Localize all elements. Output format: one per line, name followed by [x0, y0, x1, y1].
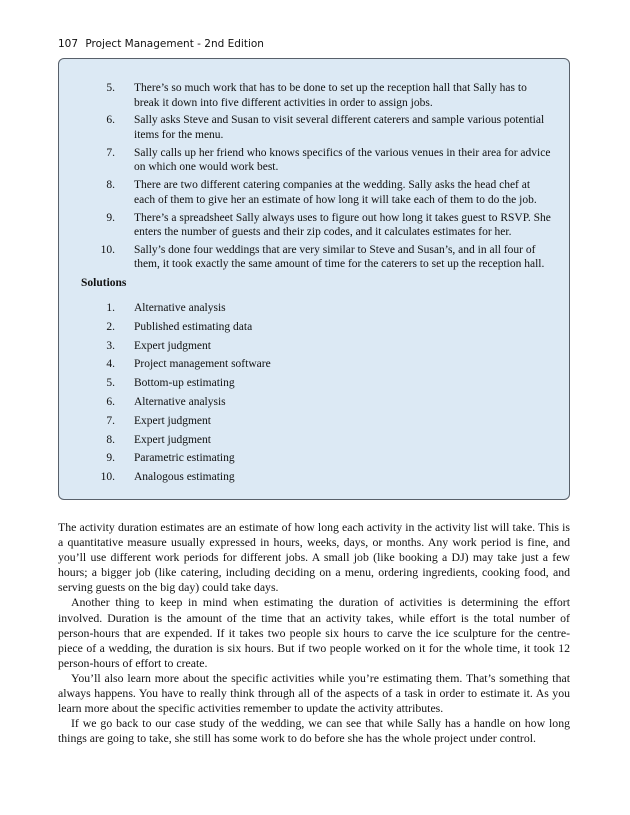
solution-item — [59, 451, 569, 470]
solution-number: 10. — [100, 471, 115, 484]
body-text — [58, 520, 570, 746]
question-item — [59, 178, 569, 207]
solution-text: Analogous estimating — [134, 471, 235, 484]
question-text: There’s a spreadsheet Sally always uses to figure out how long it takes guest to RSVP. She enters the number of guests and their zip codes, and it calculates estimates for her. — [134, 211, 551, 239]
solution-text: Alternative analysis — [134, 302, 226, 314]
solution-item — [59, 320, 569, 339]
question-item — [59, 211, 569, 240]
solution-item — [59, 301, 569, 320]
question-item — [59, 81, 569, 110]
exercise-box — [58, 58, 570, 500]
solution-item — [59, 339, 569, 358]
question-item — [59, 243, 569, 272]
solution-item — [59, 357, 569, 376]
body-paragraph: If we go back to our case study of the wedding, we can see that while Sally has a handle on how long things are going to take, she still has some work to do before she has the whole project under control. — [58, 716, 570, 746]
solution-text: Bottom-up estimating — [134, 377, 235, 390]
solution-number: 3. — [106, 339, 115, 352]
question-number: 6. — [106, 114, 115, 127]
question-number: 9. — [106, 211, 115, 224]
solution-text: Project management software — [134, 358, 271, 371]
running-header — [58, 38, 264, 50]
solution-number: 8. — [106, 433, 115, 446]
question-number: 7. — [106, 146, 115, 159]
solution-text: Parametric estimating — [134, 452, 235, 465]
question-text: Sally’s done four weddings that are very similar to Steve and Susan’s, and in all four of them, it took exactly the same amount of time for the caterers to set up the reception hall. — [134, 243, 545, 271]
solution-item — [59, 433, 569, 452]
question-item — [59, 146, 569, 175]
solution-text: Expert judgment — [134, 414, 211, 427]
solution-item — [59, 470, 569, 489]
solution-text: Alternative analysis — [134, 395, 226, 408]
solution-item — [59, 414, 569, 433]
solution-number: 4. — [106, 358, 115, 371]
solution-number: 1. — [106, 302, 115, 314]
body-paragraph: You’ll also learn more about the specific activities while you’re estimating them. That’s something that always happens. You have to really think through all of the aspects of a task in order to estimate it. As you learn more about the specific activities remember to update the activity attributes. — [58, 670, 570, 716]
body-paragraph: Another thing to keep in mind when estimating the duration of activities is determining the effort involved. Duration is the amount of the time that an activity takes, while effort is the total number of person-hours that are expended. If it takes two people six hours to carve the ice sculpture for the centre-piece of a wedding, the duration is six hours. But if two people worked on it for the whole time, it took 12 person-hours of effort to create. — [58, 595, 570, 670]
question-item — [59, 113, 569, 142]
question-number: 10. — [100, 243, 115, 256]
question-text: Sally calls up her friend who knows specifics of the various venues in their area for advice on which one would work best. — [134, 146, 551, 174]
question-number: 5. — [106, 82, 115, 94]
solution-number: 2. — [106, 320, 115, 333]
solution-text: Published estimating data — [134, 320, 253, 333]
question-text: There’s so much work that has to be done to set up the reception hall that Sally has to break it down into five different activities in order to assign jobs. — [134, 82, 527, 109]
solution-text: Expert judgment — [134, 339, 211, 352]
solution-item — [59, 376, 569, 395]
question-text: There are two different catering companies at the wedding. Sally asks the head chef at each of them to give her an estimate of how long it will take each of them to do the job. — [134, 179, 537, 206]
solution-item — [59, 395, 569, 414]
page-number: 107 — [58, 38, 79, 50]
solution-number: 6. — [106, 395, 115, 408]
solution-text: Expert judgment — [134, 433, 211, 446]
question-list — [59, 81, 569, 275]
solution-number: 9. — [106, 452, 115, 465]
question-number: 8. — [106, 179, 115, 192]
solutions-list — [59, 301, 569, 489]
question-text: Sally asks Steve and Susan to visit several different caterers and sample various potential items for the menu. — [134, 114, 545, 141]
book-title: Project Management - 2nd Edition — [85, 38, 264, 50]
solution-number: 7. — [106, 414, 115, 427]
body-paragraph: The activity duration estimates are an estimate of how long each activity in the activity list will take. This is a quantitative measure usually expressed in hours, weeks, days, or months. Any work period is fine, and you’ll use different work periods for different jobs. A small job (like booking a DJ) may take just a few hours; a bigger job (like catering, including deciding on a menu, ordering ingredients, cooking food, and serving guests on the big day) could take days. — [58, 520, 570, 595]
solutions-heading: Solutions — [81, 277, 127, 289]
solution-number: 5. — [106, 377, 115, 390]
